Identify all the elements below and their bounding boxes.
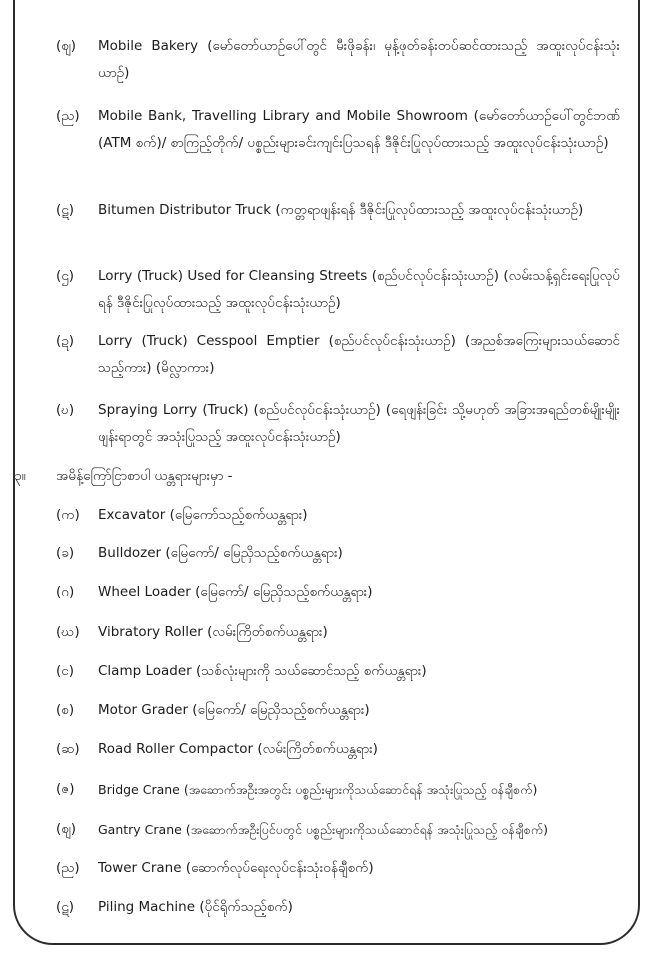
section-number: ၃။ [14,468,26,484]
item-marker: (ဈ) [56,821,77,837]
item-marker: (ဆ) [56,741,80,757]
item-marker: (ဃ) [56,624,80,640]
item-marker: (ည) [56,860,80,876]
item-text: Motor Grader (မြေကော်/ မြေညှိသည့်စက်ယန္တရား) [98,702,370,718]
item-marker: (ဍ) [56,333,75,349]
item-marker: (ဂ) [56,584,75,600]
section-heading-text: အမိန့်ကြော်ငြာစာပါ ယန္တရားများမှာ - [56,468,233,484]
item-marker: (ဋ) [56,899,75,915]
item-marker: (ဌ) [56,268,75,284]
item-text: Mobile Bank, Travelling Library and Mobile Showroom (မော်တော်ယာဉ်ပေါ်တွင်ဘဏ် (ATM စက်)/ စာကြည့်တိုက်/ ပစ္စည်းများခင်းကျင်းပြသရန် ဒီဇိုင်းပြုလုပ်ထားသည့် အထူးလုပ်ငန်းသုံးယာဉ်) [98,108,620,151]
item-text: Wheel Loader (မြေကော်/ မြေညှိသည့်စက်ယန္တရား) [98,584,373,600]
item-text: Gantry Crane (အဆောက်အဦးပြင်ပတွင် ပစ္စည်းများကိုသယ်ဆောင်ရန် အသုံးပြုသည့် ဝန်ချီစက်) [98,822,548,837]
item-text: Lorry (Truck) Used for Cleansing Streets (စည်ပင်လုပ်ငန်းသုံးယာဉ်) (လမ်းသန့်ရှင်းရေးပြုလုပ်ရန် ဒီဇိုင်းပြုလုပ်ထားသည့် အထူးလုပ်ငန်းသုံးယာဉ်) [98,268,620,311]
item-marker: (ည) [56,108,80,124]
item-text: Vibratory Roller (လမ်းကြိတ်စက်ယန္တရား) [98,624,328,640]
item-text: Clamp Loader (သစ်လုံးများကို သယ်ဆောင်သည့် စက်ယန္တရား) [98,663,427,679]
item-text: Mobile Bakery (မော်တော်ယာဉ်ပေါ်တွင် မီးဖိုခန်း၊ မုန့်ဖုတ်ခန်းတပ်ဆင်ထားသည့် အထူးလုပ်ငန်းသုံးယာဉ်) [98,38,620,81]
item-marker: (ဇ) [56,781,75,797]
item-marker: (စ) [56,702,75,718]
item-text: Road Roller Compactor (လမ်းကြိတ်စက်ယန္တရား) [98,741,378,757]
item-text: Piling Machine (ပိုင်ရိုက်သည့်စက်) [98,899,293,915]
item-marker: (က) [56,507,80,523]
item-text: Bridge Crane (အဆောက်အဦးအတွင်း ပစ္စည်းများကိုသယ်ဆောင်ရန် အသုံးပြုသည့် ဝန်ချီစက်) [98,782,538,797]
item-text: Bulldozer (မြေကော်/ မြေညှိသည့်စက်ယန္တရား) [98,545,343,561]
item-marker: (ခ) [56,545,75,561]
item-marker: (ဈ) [56,38,77,54]
item-marker: (င) [56,663,75,679]
item-text: Excavator (မြေကော်သည့်စက်ယန္တရား) [98,507,308,523]
item-marker: (ဎ) [56,402,75,418]
item-text: Spraying Lorry (Truck) (စည်ပင်လုပ်ငန်းသုံးယာဉ်) (ရေဖျန်းခြင်း သို့မဟုတ် အခြားအရည်တစ်မျိုးမျိုးဖျန်းရာတွင် အသုံးပြုသည့် အထူးလုပ်ငန်းသုံးယာဉ်) [98,402,620,445]
item-text: Tower Crane (ဆောက်လုပ်ရေးလုပ်ငန်းသုံးဝန်ချီစက်) [98,860,374,876]
item-text: Bitumen Distributor Truck (ကတ္တရာဖျန်းရန် ဒီဇိုင်းပြုလုပ်ထားသည့် အထူးလုပ်ငန်းသုံးယာဉ်) [98,202,584,218]
item-text: Lorry (Truck) Cesspool Emptier (စည်ပင်လုပ်ငန်းသုံးယာဉ်) (အညစ်အကြေးများသယ်ဆောင်သည့်ကား) (မိလ္လာကား) [98,333,620,376]
item-marker: (ဋ) [56,202,75,218]
